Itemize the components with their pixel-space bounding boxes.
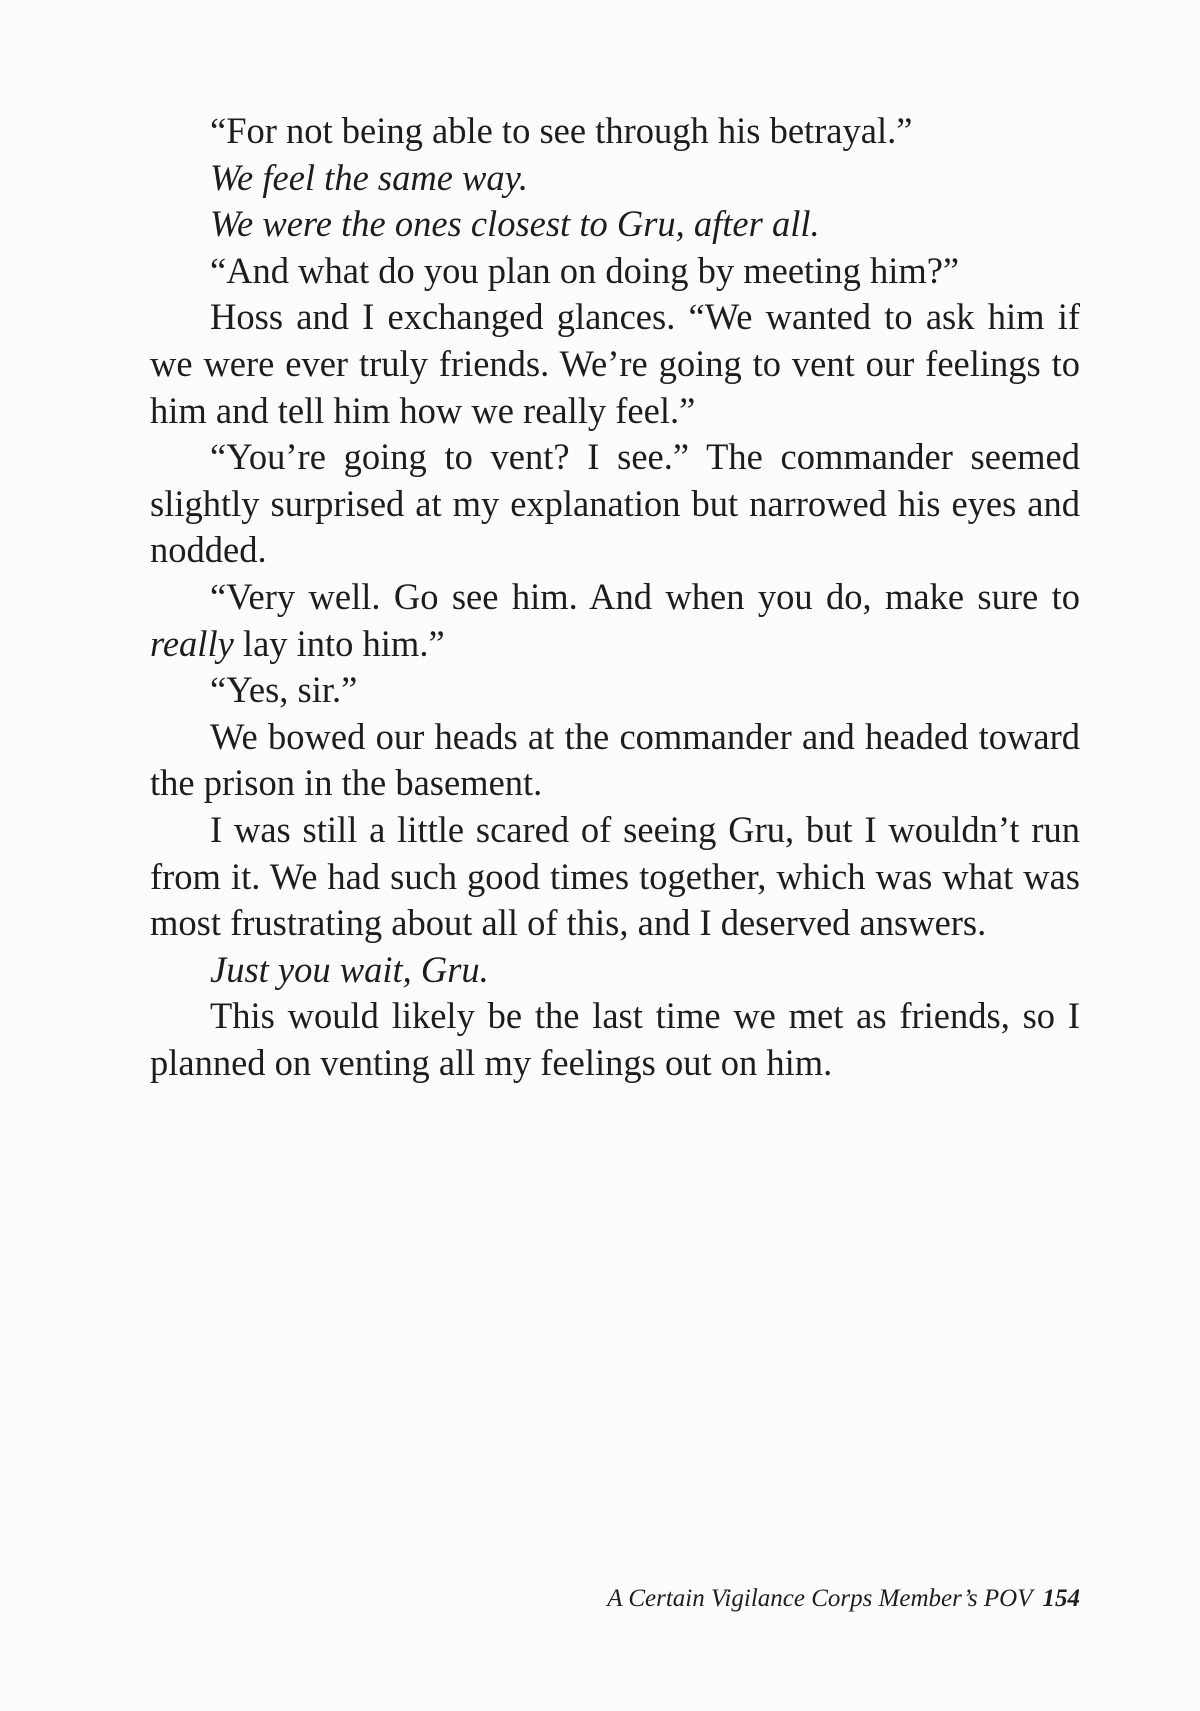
running-title: A Certain Vigilance Corps Member’s POV [607,1585,1033,1612]
body-text [150,108,1080,1086]
paragraph: This would likely be the last time we met as friends, so I planned on venting all my feelings out on him. [150,995,1080,1083]
thought-paragraph: We feel the same way. [210,156,528,198]
paragraph: Hoss and I exchanged glances. “We wanted to ask him if we were ever truly friends. We’re going to vent our feelings to him and tell him how we really feel.” [150,296,1080,431]
page-footer [607,1585,1080,1613]
thought-paragraph: We were the ones closest to Gru, after all. [210,203,820,245]
paragraph-text-before: “Very well. Go see him. And when you do, make sure to [210,575,1080,617]
emphasis-word: really [150,622,234,664]
paragraph: “For not being able to see through his betrayal.” [210,110,913,151]
paragraph: We bowed our heads at the commander and headed toward the prison in the basement. [150,715,1080,804]
paragraph-with-emphasis [150,574,1080,667]
paragraph: “And what do you plan on doing by meeting him?” [210,249,960,291]
page-number: 154 [1042,1585,1080,1612]
paragraph: I was still a little scared of seeing Gru, but I wouldn’t run from it. We had such good times together, which was what was most frustrating about all of this, and I deserved answers. [150,808,1080,944]
paragraph-text-after: lay into him.” [233,622,445,664]
paragraph: “You’re going to vent? I see.” The commander seemed slightly surprised at my explanation but narrowed his eyes and nodded. [150,436,1080,571]
paragraph: “Yes, sir.” [210,669,358,711]
thought-paragraph: Just you wait, Gru. [210,948,489,990]
